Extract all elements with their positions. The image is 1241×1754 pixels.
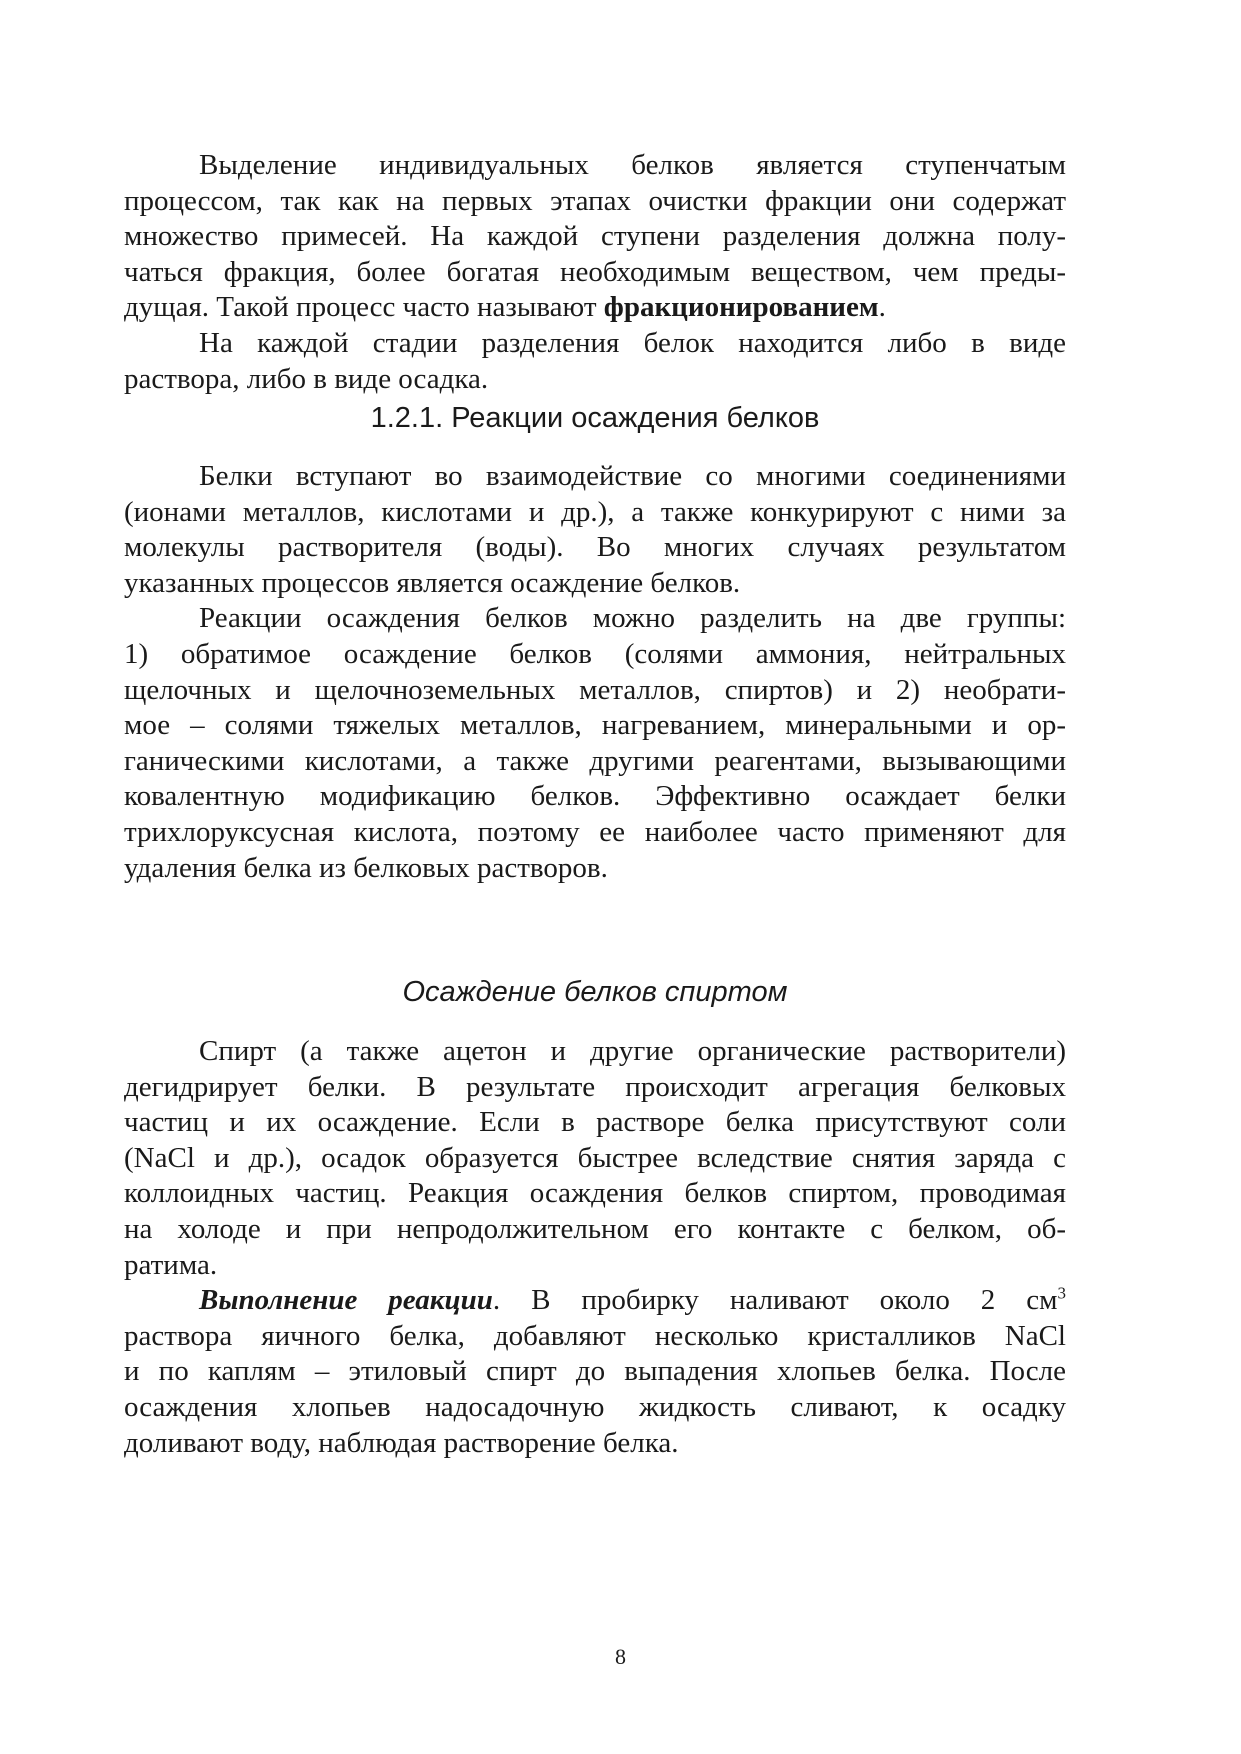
bold-term: фракционированием <box>603 291 879 324</box>
text-line: ганическими кислотами, а также другими реагентами, вызывающими <box>124 744 1066 777</box>
text-line: коллоидных частиц. Реакция осаждения белков спиртом, проводимая <box>124 1177 1066 1210</box>
page-number: 8 <box>615 1644 626 1669</box>
text-line: мое – солями тяжелых металлов, нагреванием, минеральными и ор- <box>124 709 1066 742</box>
text-line: (ионами металлов, кислотами и др.), а также конкурируют с ними за <box>124 495 1066 528</box>
alcohol-paragraphs <box>124 1034 1066 1461</box>
text-run: . В пробирку наливают около 2 см <box>492 1284 1058 1317</box>
text-line: щелочных и щелочноземельных металлов, спиртов) и 2) необрати- <box>124 673 1066 706</box>
text-line: ратима. <box>124 1248 218 1281</box>
text-run: . <box>878 291 886 324</box>
text-line: раствора яичного белка, добавляют несколько кристалликов NaCl <box>124 1319 1066 1352</box>
text-line: Спирт (а также ацетон и другие органические растворители) <box>199 1035 1066 1067</box>
text-line: и по каплям – этиловый спирт до выпадения хлопьев белка. После <box>124 1355 1066 1388</box>
procedure-label: Выполнение реакции <box>199 1284 493 1317</box>
text-line: на холоде и при непродолжительном его контакте с белком, об- <box>124 1212 1066 1245</box>
section-heading: 1.2.1. Реакции осаждения белков <box>370 402 820 434</box>
text-line: 1) обратимое осаждение белков (солями аммония, нейтральных <box>124 637 1066 670</box>
text-line: раствора, либо в виде осадка. <box>124 362 489 395</box>
text-line: частиц и их осаждение. Если в растворе белка присутствуют соли <box>124 1106 1066 1139</box>
text-line: указанных процессов является осаждение белков. <box>124 566 741 599</box>
subsection-heading: Осаждение белков спиртом <box>402 976 788 1008</box>
text-line <box>124 1283 1066 1319</box>
text-run: дущая. Такой процесс часто называют <box>124 291 604 324</box>
text-line: доливают воду, наблюдая растворение белка. <box>124 1426 679 1459</box>
intro-paragraphs <box>124 148 1066 397</box>
text-line: множество примесей. На каждой ступени разделения должна полу- <box>124 220 1066 253</box>
text-line: чаться фракция, более богатая необходимым веществом, чем преды- <box>124 255 1066 288</box>
text-line: молекулы растворителя (воды). Во многих случаях результатом <box>124 531 1066 564</box>
text-line: процессом, так как на первых этапах очистки фракции они содержат <box>124 184 1066 217</box>
text-line: удаления белка из белковых растворов. <box>124 851 608 884</box>
text-line: трихлоруксусная кислота, поэтому ее наиболее часто применяют для <box>124 815 1066 848</box>
text-line: Выделение индивидуальных белков является ступенчатым <box>199 149 1066 181</box>
text-line: ковалентную модификацию белков. Эффективно осаждает белки <box>124 780 1066 813</box>
reactions-paragraphs <box>124 459 1066 886</box>
superscript: 3 <box>1057 1283 1066 1303</box>
text-line: Реакции осаждения белков можно разделить на две группы: <box>199 602 1066 635</box>
text-line: Белки вступают во взаимодействие со многими соединениями <box>199 460 1066 492</box>
text-line: дегидрирует белки. В результате происходит агрегация белковых <box>124 1070 1066 1103</box>
text-line: осаждения хлопьев надосадочную жидкость сливают, к осадку <box>124 1390 1066 1423</box>
text-line <box>124 290 1066 326</box>
text-line: (NaCl и др.), осадок образуется быстрее вследствие снятия заряда с <box>124 1141 1066 1174</box>
text-line: На каждой стадии разделения белок находится либо в виде <box>199 326 1066 359</box>
